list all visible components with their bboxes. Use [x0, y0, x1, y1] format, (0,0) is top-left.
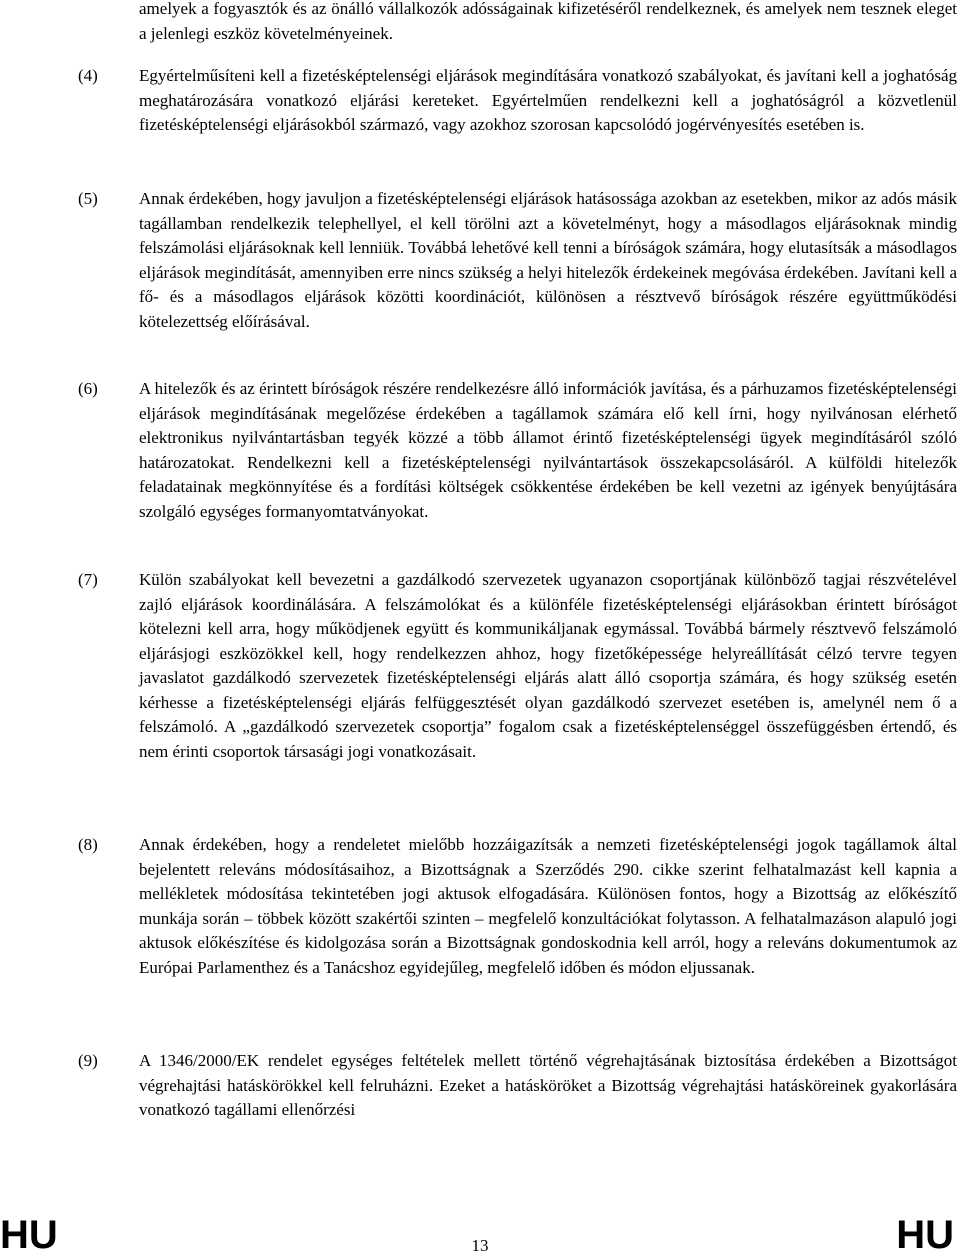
footer-language-code-right: HU [896, 1213, 954, 1257]
recital-text: A 1346/2000/EK rendelet egységes feltételek mellett történő végrehajtásának biztosítása érdekében a Bizottságot végrehajtási hatáskörökkel kell felruházni. Ezeket a hatásköröket a Bizottság végrehajtási hatásköreinek gyakorlására vonatkozó tagállami ellenőrzési [139, 1051, 957, 1119]
recital-number: (9) [78, 1051, 98, 1070]
recital-number: (4) [78, 66, 98, 85]
recital-text: Annak érdekében, hogy javuljon a fizetésképtelenségi eljárások hatásossága azokban az esetekben, mikor az adós másik tagállamban rendelkezik telephellyel, el kell törölni azt a követelményt, hogy a másodlagos eljárásoknak mindig felszámolási eljárásoknak kell lenniük. Továbbá lehetővé kell tenni a bíróságok számára, hogy elutasítsák a másodlagos eljárások megindítását, amennyiben erre nincs szükség a helyi hitelezők érdekeinek megóvása érdekében. Javítani kell a fő- és a másodlagos eljárások közötti koordinációt, különösen a résztvevő bíróságok részére együttműködési kötelezettség előírásával. [139, 189, 957, 331]
recital-text: Külön szabályokat kell bevezetni a gazdálkodó szervezetek ugyanazon csoportjának különböző tagjai részvételével zajló eljárások koordinálására. A felszámolókat és a különféle fizetésképtelenségi eljárásokban érintett bíróságot kötelezni kell arra, hogy működjenek együtt és kommunikáljanak egymással. Továbbá bármely résztvevő felszámoló eljárásjogi eszközökkel kell, hogy rendelkezzen ahhoz, hogy fizetőképessége helyreállítását célzó tervre tegyen javaslatot gazdálkodó szervezetek fizetésképtelenségi eljárás alatt álló csoportja számára, és hogy szükség esetén kérhesse a fizetésképtelenségi eljárás felfüggesztését olyan gazdálkodó szervezet esetében is, amelynél nem ő a felszámoló. A „gazdálkodó szervezetek csoportja” fogalom csak a fizetésképtelenséggel összefüggésben értendő, és nem érinti csoportok társasági jogi vonatkozásait. [139, 570, 957, 761]
recital-text: Egyértelműsíteni kell a fizetésképtelenségi eljárások megindítására vonatkozó szabályokat, és javítani kell a joghatóság meghatározására vonatkozó eljárási kereteket. Egyértelműen rendelkezni kell a joghatóságról a közvetlenül fizetésképtelenségi eljárásokból származó, vagy azokhoz szorosan kapcsolódó jogérvényesítés esetében is. [139, 66, 957, 134]
continued-paragraph-text: amelyek a fogyasztók és az önálló vállalkozók adósságainak kifizetéséről rendelkeznek, és amelyek nem tesznek eleget a jelenlegi eszköz követelményeinek. [139, 0, 957, 43]
recital-number: (6) [78, 379, 98, 398]
recital-text: Annak érdekében, hogy a rendeletet mielőbb hozzáigazítsák a nemzeti fizetésképtelenségi jogok tagállamok által bejelentett releváns módosításaihoz, a Bizottságnak a Szerződés 290. cikke szerint felhatalmazást kell kapnia a mellékletek módosítása tekintetében jogi aktusok elfogadására. Különösen fontos, hogy a Bizottság az előkészítő munkája során – többek között szakértői szinten – megfelelő konzultációkat folytasson. A felhatalmazáson alapuló jogi aktusok előkészítése és kidolgozása során a Bizottságnak gondoskodnia kell arról, hogy a releváns dokumentumok az Európai Parlamenthez és a Tanácshoz egyidejűleg, megfelelő időben és módon eljussanak. [139, 835, 957, 977]
page-number: 13 [471, 1236, 489, 1255]
recital-text: A hitelezők és az érintett bíróságok részére rendelkezésre álló információk javítása, és a párhuzamos fizetésképtelenségi eljárások megindításának megelőzése érdekében a tagállamok számára elő kell írni, hogy nyilvánosan elérhető elektronikus nyilvántartásban tegyék közzé a több államot érintő fizetésképtelenségi ügyek megindításáról szóló határozatokat. Rendelkezni kell a fizetésképtelenségi nyilvántartások összekapcsolásáról. A külföldi hitelezők feladatainak megkönnyítése és a fordítási költségek csökkentése érdekében be kell vezetni az igények benyújtására szolgáló egységes formanyomtatványokat. [139, 379, 957, 521]
recital-number: (8) [78, 835, 98, 854]
recital-number: (7) [78, 570, 98, 589]
footer-language-code-left: HU [0, 1213, 58, 1257]
recital-number: (5) [78, 189, 98, 208]
